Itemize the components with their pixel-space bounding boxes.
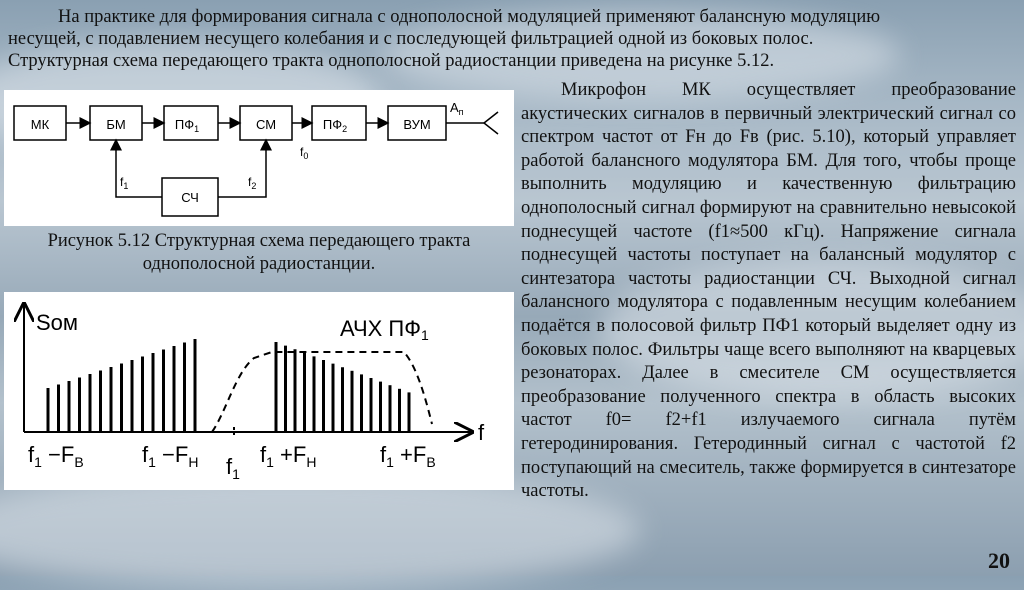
tick-op-sub: Н bbox=[306, 454, 317, 470]
tick-base: f bbox=[380, 442, 387, 467]
antenna-sub: п bbox=[458, 107, 464, 117]
tick-base: f bbox=[226, 454, 233, 479]
block-pf2-text: ПФ bbox=[322, 117, 343, 132]
tick-label-f1-plus-fn bbox=[260, 442, 316, 470]
tick-op: −F bbox=[41, 442, 75, 467]
tick-sub: 1 bbox=[266, 454, 274, 470]
block-vum-label: ВУМ bbox=[403, 117, 431, 132]
block-diagram bbox=[4, 90, 514, 226]
body-paragraph: Микрофон МК осуществляет преобразование акустических сигналов в первичный электрический сигнал со спектром частот от Fн до Fв (рис. 5.10), который управляет работой балансного модулятора БМ. Для того, чтобы проще выполнить модуляцию и качественную фильтрацию однополосный сигнал формируют на сравнительно невысокой поднесущей частоте (f1≈500 кГц). Напряжение сигнала поднесущей частоты поступает на балансный модулятор с синтезатора частоты радиостанции СЧ. Выходной сигнал балансного модулятора с подавленным несущим колебанием подаётся в полосовой фильтр ПФ1 который выделяет одну из боковых полос. Фильтры чаще всего выполняют на кварцевых резонаторах. Далее в смесителе СМ осуществляется преобразование полученного спектра в область высоких частот f0= f2+f1 излучаемого сигнала путём гетеродинирования. Гетеродинный сигнал с частотой f2 поступающий на смеситель, также формируется в синтезаторе частоты. bbox=[521, 80, 1016, 502]
f0-sub: 0 bbox=[303, 151, 309, 161]
block-pf2-label bbox=[323, 117, 347, 134]
block-pf1-sub: 1 bbox=[194, 124, 200, 134]
tick-op: +F bbox=[393, 442, 427, 467]
intro-line: На практике для формирования сигнала с однополосной модуляцией применяют балансную модуляцию bbox=[58, 7, 881, 27]
caption-line: Рисунок 5.12 Структурная схема передающего тракта bbox=[47, 231, 471, 251]
intro-line: несущей, с подавлением несущего колебания и с последующей фильтрацией одной из боковых полос. bbox=[8, 29, 814, 49]
filter-label-sub: 1 bbox=[420, 327, 429, 343]
tick-sub: 1 bbox=[148, 454, 156, 470]
block-mk-label: МК bbox=[30, 117, 50, 132]
f0-label bbox=[300, 145, 308, 161]
lower-sideband-bars bbox=[48, 339, 195, 432]
block-pf2-sub: 2 bbox=[342, 124, 348, 134]
upper-sideband-bars bbox=[276, 342, 409, 432]
f1-text: f bbox=[120, 175, 124, 189]
tick-op-sub: В bbox=[426, 454, 436, 470]
tick-sub: 1 bbox=[232, 466, 240, 482]
tick-op-sub: В bbox=[74, 454, 84, 470]
x-axis-label: f bbox=[478, 420, 485, 445]
filter-label bbox=[340, 316, 429, 343]
caption-line: однополосной радиостанции. bbox=[142, 254, 376, 274]
filter-label-text: АЧХ ПФ bbox=[340, 316, 421, 341]
tick-op-sub: Н bbox=[188, 454, 199, 470]
tick-op: +F bbox=[273, 442, 307, 467]
block-sm-label: СМ bbox=[255, 117, 277, 132]
tick-base: f bbox=[142, 442, 149, 467]
tick-label-f1-minus-fv bbox=[28, 442, 84, 470]
f2-label bbox=[248, 175, 256, 191]
tick-op: −F bbox=[155, 442, 189, 467]
tick-sub: 1 bbox=[34, 454, 42, 470]
block-pf1-text: ПФ bbox=[174, 117, 195, 132]
f2-sub: 2 bbox=[251, 181, 257, 191]
page-number: 20 bbox=[988, 548, 1010, 573]
f1-sub: 1 bbox=[123, 181, 129, 191]
antenna-label bbox=[450, 100, 464, 117]
tick-base: f bbox=[260, 442, 267, 467]
block-bm-label: БМ bbox=[106, 117, 126, 132]
intro-paragraph bbox=[8, 6, 1016, 72]
spectrum-figure bbox=[4, 292, 514, 490]
tick-label-f1 bbox=[226, 454, 240, 482]
y-axis-label: Sом bbox=[36, 310, 79, 335]
f1-label bbox=[120, 175, 128, 191]
tick-base: f bbox=[28, 442, 35, 467]
figure-caption bbox=[4, 230, 514, 276]
intro-line: Структурная схема передающего тракта однополосной радиостанции приведена на рисунке 5.12. bbox=[8, 51, 775, 71]
tick-label-f1-minus-fn bbox=[142, 442, 198, 470]
f2-text: f bbox=[248, 175, 252, 189]
block-sch-label: СЧ bbox=[181, 190, 199, 205]
tick-label-f1-plus-fv bbox=[380, 442, 436, 470]
block-pf1-label bbox=[175, 117, 199, 134]
body-text bbox=[521, 79, 1016, 504]
f0-text: f bbox=[300, 145, 304, 159]
tick-sub: 1 bbox=[386, 454, 394, 470]
antenna-text: А bbox=[450, 100, 459, 115]
